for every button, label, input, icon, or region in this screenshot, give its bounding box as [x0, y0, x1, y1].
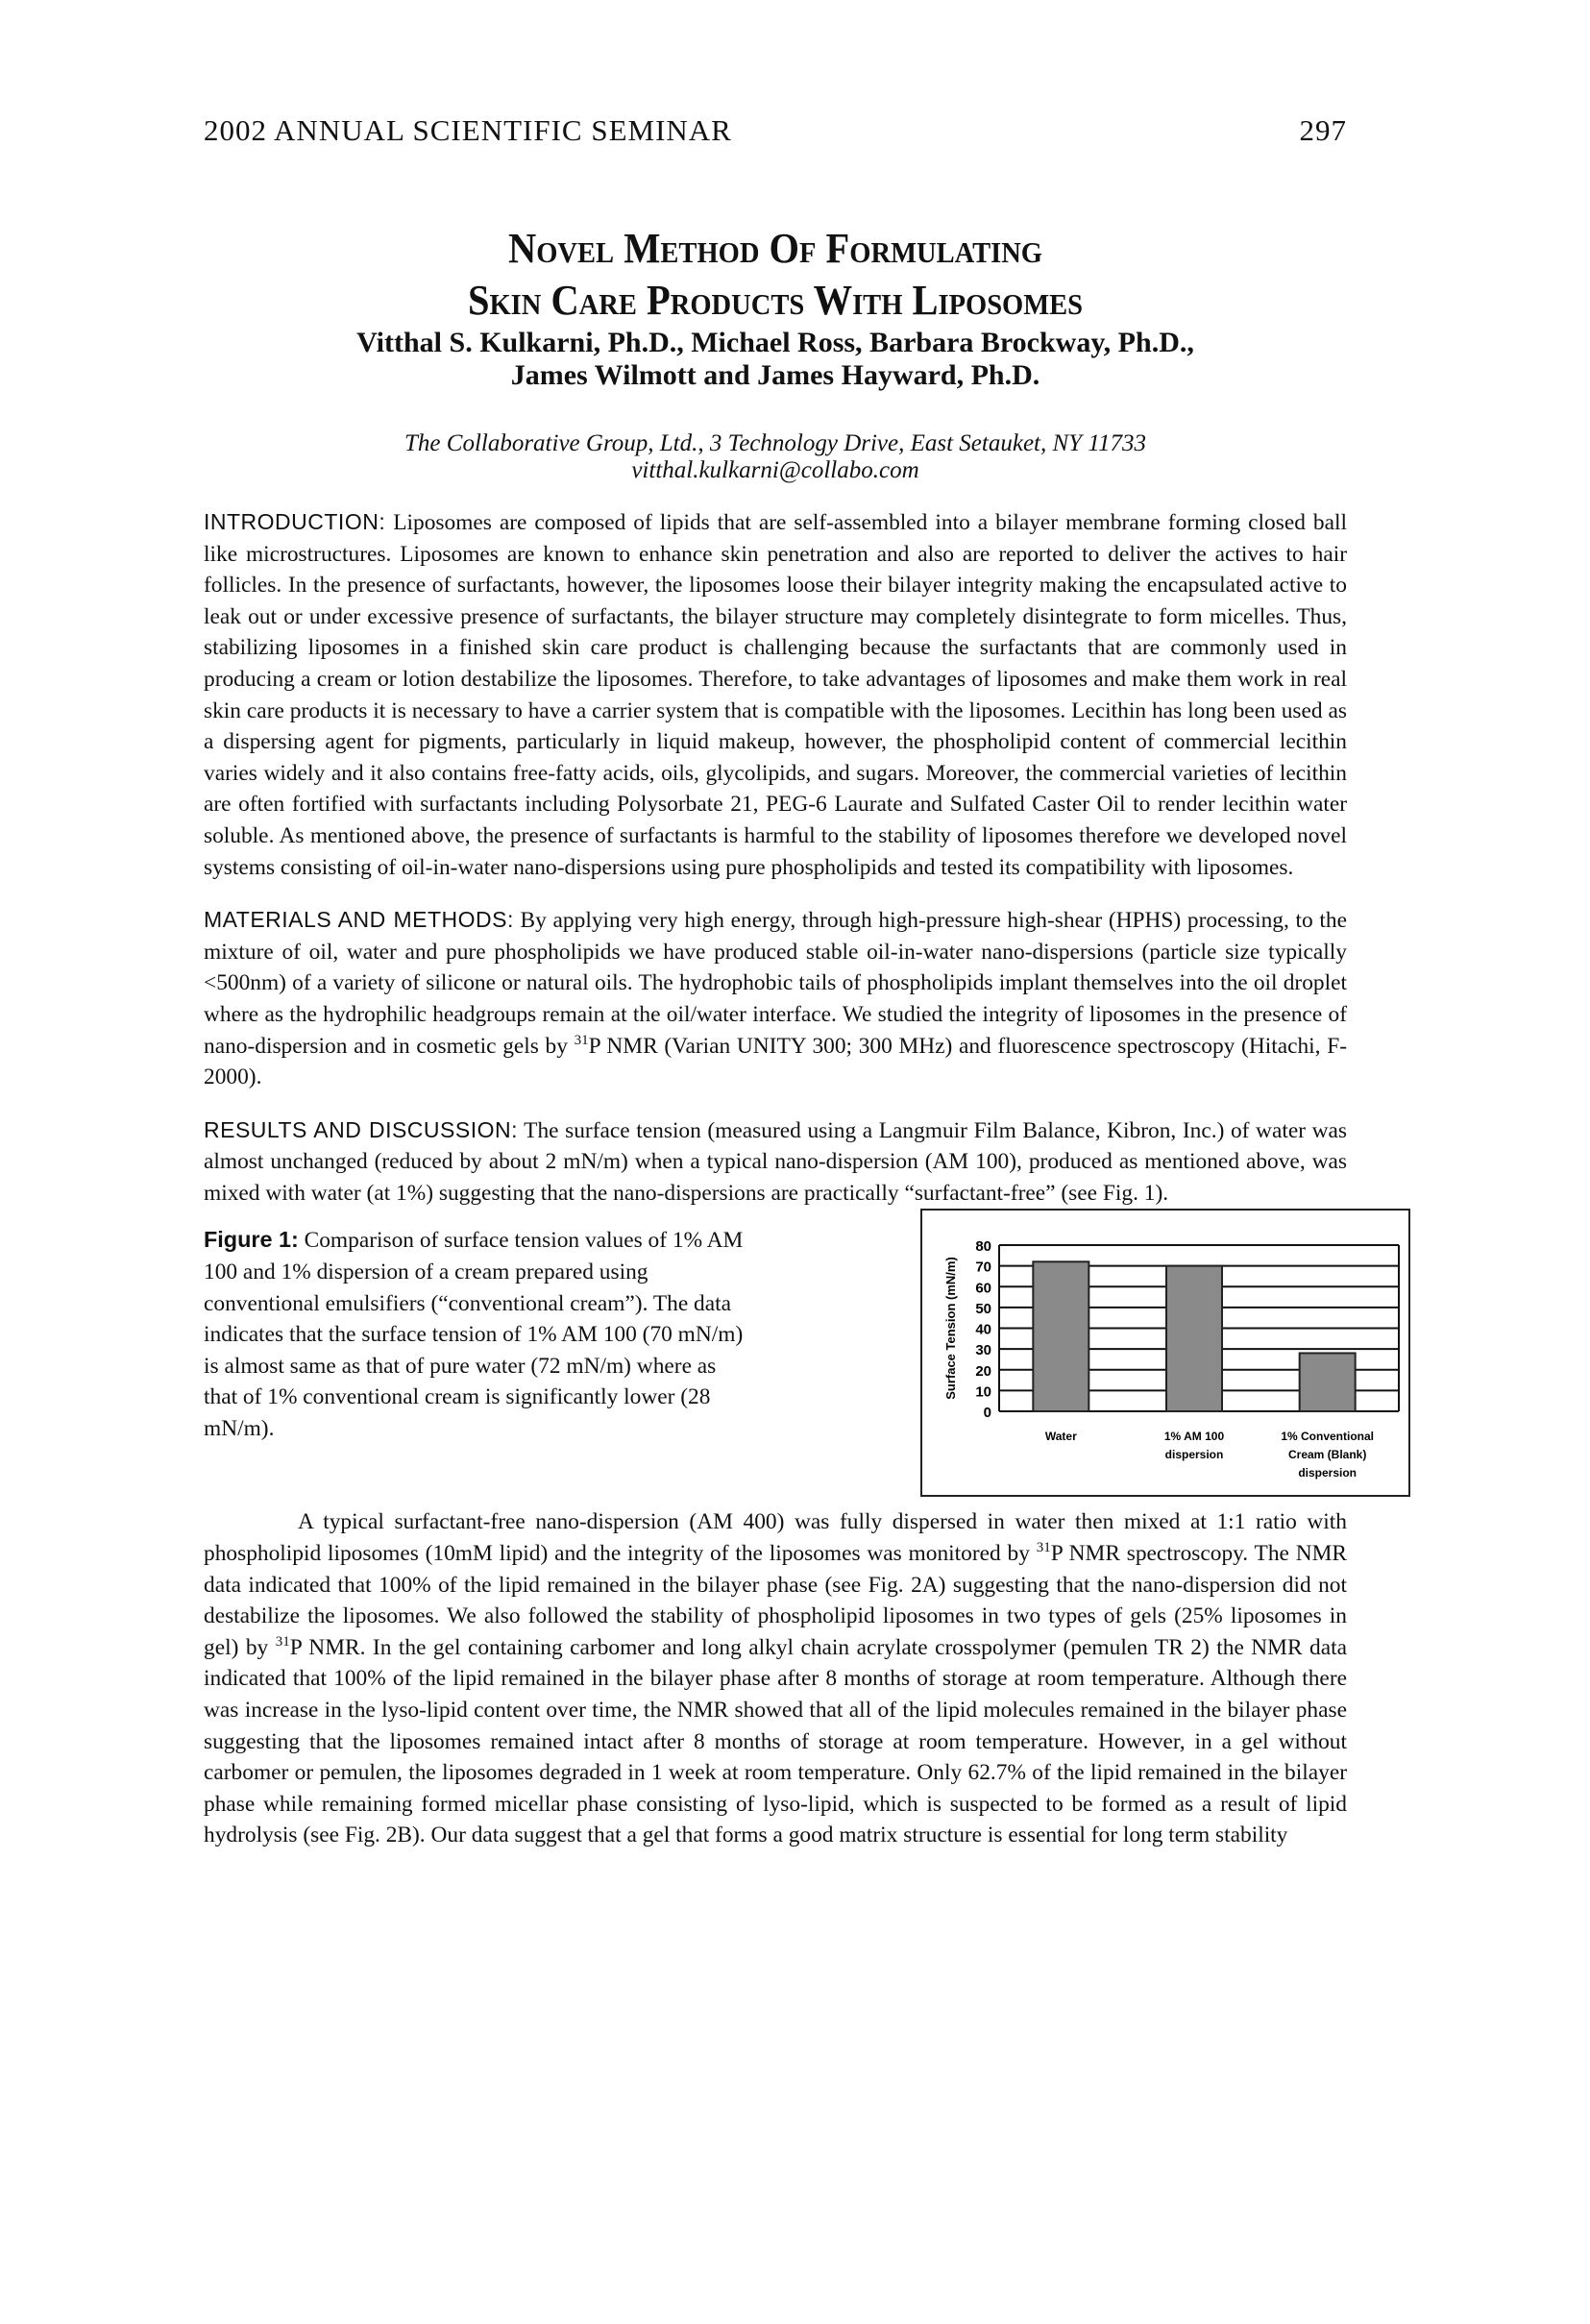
- section-heading: RESULTS AND DISCUSSION:: [204, 1116, 518, 1142]
- title-line-1: Novel Method Of Formulating: [508, 225, 1042, 272]
- figure-1: [204, 1209, 1375, 1497]
- authors: [204, 327, 1347, 392]
- paragraph-text: P NMR spectroscopy. The NMR data indicated that 100% of the lipid remained in the bilayer phase (see Fig. 2A) suggesting that the nano-dispersion did not destabilize the liposomes. We also followed the stability of phospholipid liposomes in two types of gels (25% liposomes in gel) by: [204, 1541, 1347, 1660]
- methods-paragraph: [204, 904, 1347, 1093]
- running-title: 2002 ANNUAL SCIENTIFIC SEMINAR: [204, 113, 732, 147]
- caption-text: Comparison of surface tension values of 1% AM 100 and 1% dispersion of a cream prepared using conventional emulsifiers (“conventional cream”). The data indicates that the surface tension of 1% AM 100 (70 mN/m) is almost same as that of pure water (72 mN/m) where as that of 1% conventional cream is significantly lower (28 mN/m).: [204, 1228, 744, 1442]
- paragraph-text: A typical surfactant-free nano-dispersion (AM 400) was fully dispersed in water then mixed at 1:1 ratio with phospholipid liposomes (10mM lipid) and the integrity of the liposomes was monitored by: [204, 1509, 1347, 1567]
- authors-line-2: James Wilmott and James Hayward, Ph.D.: [510, 359, 1040, 391]
- paragraph-text: P NMR. In the gel containing carbomer and long alkyl chain acrylate crosspolymer (pemulen TR 2) the NMR data indicated that 100% of the lipid remained in the bilayer phase after 8 months of storage at room temperature. Although there was increase in the lyso-lipid content over time, the NMR showed that all of the lipid molecules remained in the bilayer phase suggesting that the liposomes remained intact after 8 months of storage at room temperature. However, in a gel without carbomer or pemulen, the liposomes degraded in 1 week at room temperature. Only 62.7% of the lipid remained in the bilayer phase while remaining formed micellar phase consisting of lyso-lipid, which is suspected to be formed as a result of lipid hydrolysis (see Fig. 2B). Our data suggest that a gel that forms a good matrix structure is essential for long term stability: [204, 1634, 1348, 1848]
- superscript: 31: [275, 1634, 290, 1651]
- introduction-paragraph: [204, 506, 1347, 883]
- authors-line-1: Vitthal S. Kulkarni, Ph.D., Michael Ross, Barbara Brockway, Ph.D.,: [356, 327, 1194, 358]
- results-paragraph: [204, 1114, 1347, 1210]
- superscript: 31: [574, 1032, 589, 1048]
- paragraph-text: By applying very high energy, through high-pressure high-shear (HPHS) processing, to the mixture of oil, water and pure phospholipids we have produced stable oil-in-water nano-dispersions (particle size typically <500nm) of a variety of silicone or natural oils. The hydrophobic tails of phospholipids implant themselves into the oil droplet where as the hydrophilic headgroups remain at the oil/water interface. We studied the integrity of liposomes in the presence of nano-dispersion and in cosmetic gels by: [204, 908, 1347, 1059]
- y-tick-label: 0: [983, 1405, 991, 1422]
- y-tick-label: 40: [975, 1321, 991, 1338]
- body-text: [204, 506, 1375, 1872]
- x-category-label: Cream (Blank): [1287, 1448, 1367, 1462]
- y-tick-label: 70: [975, 1260, 991, 1277]
- y-tick-label: 10: [975, 1383, 991, 1401]
- affiliation-address: The Collaborative Group, Ltd., 3 Technology Drive, East Setauket, NY 11733: [404, 430, 1146, 456]
- section-heading: MATERIALS AND METHODS:: [204, 907, 514, 933]
- figure-1-chart: [920, 1209, 1410, 1497]
- bar-2: [1166, 1266, 1222, 1411]
- paragraph-text: Liposomes are composed of lipids that are self-assembled into a bilayer membrane forming closed ball like microstructures. Liposomes are known to enhance skin penetration and also are reported to deliver the actives to hair follicles. In the presence of surfactants, however, the liposomes loose their bilayer integrity making the encapsulated active to leak out or under excessive presence of surfactants, the bilayer structure may completely disintegrate to form micelles. Thus, stabilizing liposomes in a finished skin care product is challenging because the surfactants that are commonly used in producing a cream or lotion destabilize the liposomes. Therefore, to take advantages of liposomes and make them work in real skin care products it is necessary to have a carrier system that is compatible with the liposomes. Lecithin has long been used as a dispersing agent for pigments, particularly in liquid makeup, however, the phospholipid content of commercial lecithin varies widely and it also contains free-fatty acids, oils, glycolipids, and sugars. Moreover, the commercial varieties of lecithin are often fortified with surfactants including Polysorbate 21, PEG-6 Laurate and Sulfated Caster Oil to render lecithin water soluble. As mentioned above, the presence of surfactants is harmful to the stability of liposomes therefore we developed novel systems consisting of oil-in-water nano-dispersions using pure phospholipids and tested its compatibility with liposomes.: [204, 510, 1347, 880]
- paper-title: [250, 223, 1302, 327]
- x-category-label: 1% Conventional: [1281, 1430, 1375, 1444]
- bar-3: [1300, 1354, 1356, 1412]
- x-category-label: Water: [1044, 1430, 1077, 1444]
- y-axis-label: Surface Tension (mN/m): [943, 1257, 958, 1401]
- y-tick-label: 80: [975, 1238, 991, 1256]
- affiliation-email: vitthal.kulkarni@collabo.com: [631, 457, 919, 483]
- y-tick-label: 50: [975, 1301, 991, 1318]
- paragraph-text: P NMR (Varian UNITY 300; 300 MHz) and fluorescence spectroscopy (Hitachi, F-2000).: [204, 1033, 1348, 1090]
- x-category-label: 1% AM 100: [1163, 1430, 1225, 1444]
- y-tick-label: 60: [975, 1280, 991, 1297]
- affiliation: [204, 430, 1347, 484]
- section-heading: INTRODUCTION:: [204, 509, 386, 534]
- y-tick-label: 30: [975, 1342, 991, 1359]
- running-header: [204, 113, 1347, 148]
- title-line-2: Skin Care Products With Liposomes: [467, 277, 1084, 324]
- bar-1: [1033, 1262, 1089, 1412]
- y-tick-label: 20: [975, 1363, 991, 1381]
- page-number: 297: [1299, 113, 1347, 147]
- continuation-paragraph: [204, 1506, 1347, 1851]
- paragraph-text: The surface tension (measured using a Langmuir Film Balance, Kibron, Inc.) of water was almost unchanged (reduced by about 2 mN/m) when a typical nano-dispersion (AM 100), produced as mentioned above, was mixed with water (at 1%) suggesting that the nano-dispersions are practically “surfactant-free” (see Fig. 1).: [204, 1117, 1347, 1206]
- x-category-label: dispersion: [1164, 1448, 1224, 1462]
- superscript: 31: [1036, 1540, 1051, 1556]
- x-category-label: dispersion: [1298, 1466, 1358, 1480]
- figure-caption: [204, 1209, 746, 1444]
- figure-label: Figure 1:: [204, 1227, 299, 1253]
- bar-chart: [922, 1211, 1408, 1495]
